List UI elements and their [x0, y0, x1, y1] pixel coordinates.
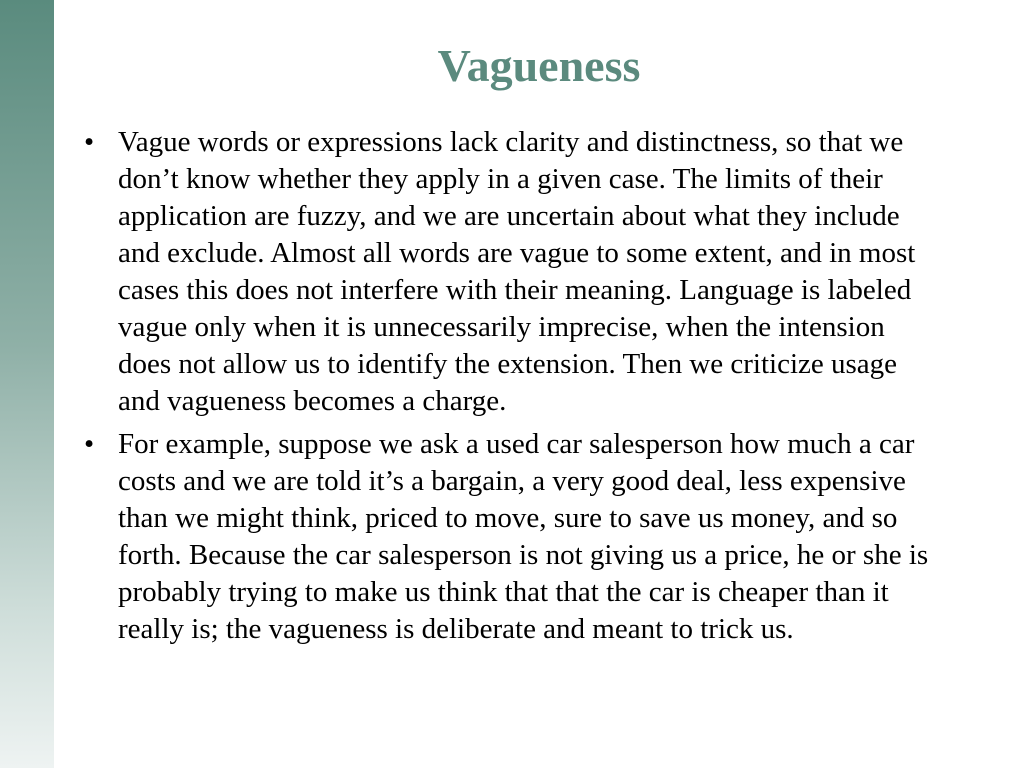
bullet-text: For example, suppose we ask a used car salesperson how much a car costs and we are told it’s a bargain, a very good deal, less expensive than we might think, priced to move, sure to save us money, and so forth. Because the car salesperson is not giving us a price, he or she is probably trying to make us think that that the car is cheaper than it really is; the vagueness is deliberate and meant to trick us.: [118, 428, 929, 645]
bullet-list: [78, 124, 936, 654]
bullet-marker: •: [84, 428, 95, 460]
slide-title: Vagueness: [437, 40, 641, 91]
bullet-item-definition: [78, 124, 936, 420]
bullet-text: Vague words or expressions lack clarity and distinctness, so that we don’t know whether they apply in a given case. The limits of their application are fuzzy, and we are uncertain about what they include and exclude. Almost all words are vague to some extent, and in most cases this does not interfere with their meaning. Language is labeled vague only when it is unnecessarily imprecise, when the intension does not allow us to identify the extension. Then we criticize usage and vagueness becomes a charge.: [118, 126, 916, 417]
bullet-marker: •: [84, 126, 95, 158]
decorative-sidebar: [0, 0, 54, 768]
bullet-item-example: [78, 426, 936, 648]
